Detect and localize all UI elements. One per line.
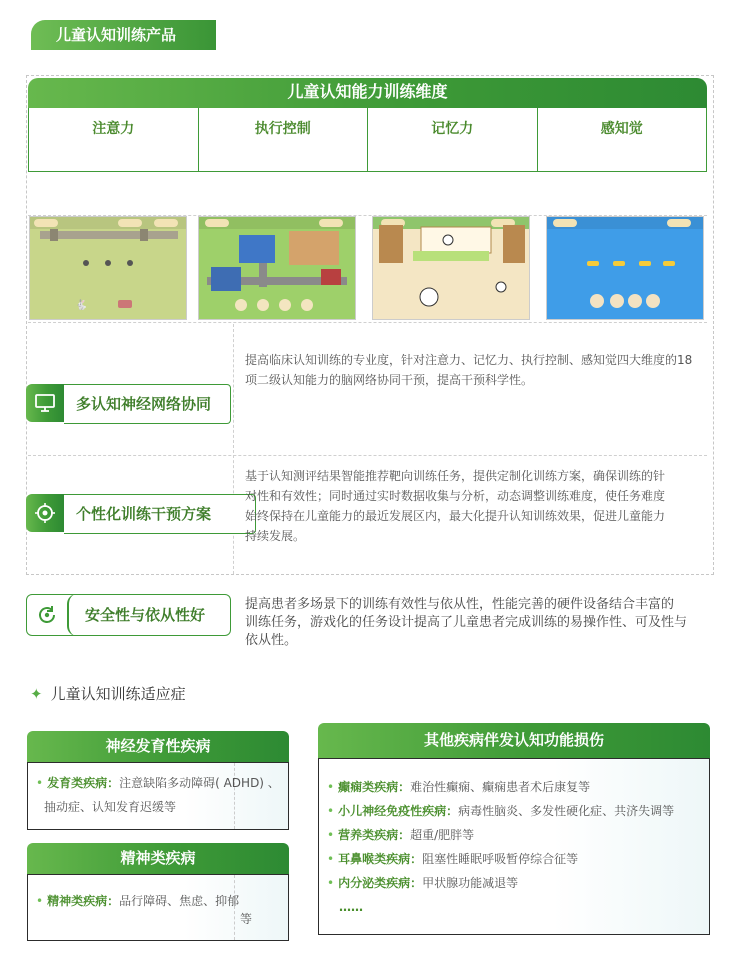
divider <box>28 322 707 323</box>
item-key: 小儿神经免疫性疾病： <box>338 804 459 818</box>
list-item: • 耳鼻喉类疾病：阻塞性睡眠呼吸暂停综合征等 <box>327 852 579 866</box>
feature-description <box>245 350 715 390</box>
divider <box>233 324 234 574</box>
item-value: 超重/肥胖等 <box>410 828 475 842</box>
game-screenshot-attention <box>29 216 187 320</box>
item-key: 耳鼻喉类疾病： <box>338 852 423 866</box>
feature-title: 个性化训练干预方案 <box>64 494 256 534</box>
svg-text:🐇: 🐇 <box>75 300 88 311</box>
item-key: 精神类疾病： <box>47 894 120 908</box>
game-screenshot-executive <box>198 216 356 320</box>
feature-safety-compliance <box>26 594 231 636</box>
item-key: 内分泌类疾病： <box>338 876 423 890</box>
feature-description-line: 项二级认知能力的脑网络协同干预，提高干预科学性。 <box>245 373 534 387</box>
category-body-other <box>318 758 710 935</box>
refresh-icon <box>31 598 63 632</box>
monitor-icon <box>26 384 64 422</box>
list-item: • 小儿神经免疫性疾病：病毒性脑炎、多发性硬化症、共济失调等 <box>327 804 675 818</box>
category-body-mental <box>27 874 289 941</box>
divider <box>28 455 707 456</box>
ellipsis: …… <box>339 900 363 914</box>
sparkle-icon: ✦ <box>30 685 43 703</box>
feature-description-line: 持续发展。 <box>245 529 306 543</box>
feature-description-line: 对性和有效性；同时通过实时数据收集与分析，动态调整训练难度，使任务难度 <box>245 489 666 503</box>
item-value: 甲状腺功能减退等 <box>422 876 519 890</box>
list-item-continuation: 抽动症、认知发育迟缓等 <box>44 800 177 814</box>
item-key: 发育类疾病： <box>47 776 120 790</box>
dimension-perception: 感知觉 <box>537 108 708 171</box>
item-key: 癫痫类疾病： <box>338 780 411 794</box>
section-title-tag <box>31 20 216 50</box>
item-value: 品行障碍、焦虑、抑郁 <box>119 894 240 908</box>
list-item: • 营养类疾病：超重/肥胖等 <box>327 828 475 842</box>
item-value: 难治性癫痫、癫痫患者术后康复等 <box>410 780 591 794</box>
list-item: • 内分泌类疾病：甲状腺功能减退等 <box>327 876 519 890</box>
item-value: 阻塞性睡眠呼吸暂停综合征等 <box>422 852 579 866</box>
game-screenshot-perception <box>546 216 704 320</box>
category-header-mental: 精神类疾病 <box>27 843 289 874</box>
feature-description-line: 依从性。 <box>245 633 298 648</box>
dimensions-header <box>28 78 707 108</box>
dimension-memory: 记忆力 <box>367 108 537 171</box>
feature-description-line: 提高患者多场景下的训练有效性与依从性，性能完善的硬件设备结合丰富的 <box>245 597 675 612</box>
list-item: • 精神类疾病：品行障碍、焦虑、抑郁 <box>36 894 240 908</box>
feature-personalized-plan <box>26 494 256 534</box>
item-key: 营养类疾病： <box>338 828 411 842</box>
dimensions-header-title: 儿童认知能力训练维度 <box>287 82 448 101</box>
feature-description <box>245 596 715 650</box>
feature-title: 安全性与依从性好 <box>85 606 206 624</box>
category-header-neuro: 神经发育性疾病 <box>27 731 289 762</box>
feature-description-line: 基于认知测评结果智能推荐靶向训练任务，提供定制化训练方案，确保训练的针 <box>245 469 666 483</box>
category-header-other: 其他疾病伴发认知功能损伤 <box>318 723 710 758</box>
indications-heading <box>30 683 186 704</box>
list-item: • 癫痫类疾病：难治性癫痫、癫痫患者术后康复等 <box>327 780 591 794</box>
dimension-attention: 注意力 <box>28 108 198 171</box>
feature-title: 多认知神经网络协同 <box>64 384 231 424</box>
feature-description-line: 始终保持在儿童能力的最近发展区内，最大化提升认知训练效果，促进儿童能力 <box>245 509 666 523</box>
item-value: 注意缺陷多动障碍( ADHD) 、 <box>119 776 280 790</box>
dimension-executive-control: 执行控制 <box>198 108 368 171</box>
other-list <box>327 775 674 919</box>
list-item-continuation: 等 <box>240 912 253 926</box>
item-value: 病毒性脑炎、多发性硬化症、共济失调等 <box>458 804 675 818</box>
target-icon <box>26 494 64 532</box>
feature-description-line: 训练任务，游戏化的任务设计提高了儿童患者完成训练的易操作性、可及性与 <box>245 615 688 630</box>
divider <box>28 215 707 216</box>
section-title: 儿童认知训练产品 <box>56 26 177 44</box>
feature-multi-network <box>26 384 231 424</box>
list-item: • 发育类疾病：注意缺陷多动障碍( ADHD) 、 <box>36 776 280 790</box>
feature-description-line: 提高临床认知训练的专业度，针对注意力、记忆力、执行控制、感知觉四大维度的18 <box>245 353 693 367</box>
indications-title: 儿童认知训练适应症 <box>50 685 186 703</box>
feature-description <box>245 466 715 546</box>
game-screenshot-memory <box>372 216 530 320</box>
dimensions-table <box>28 108 707 172</box>
category-body-neuro <box>27 762 289 830</box>
